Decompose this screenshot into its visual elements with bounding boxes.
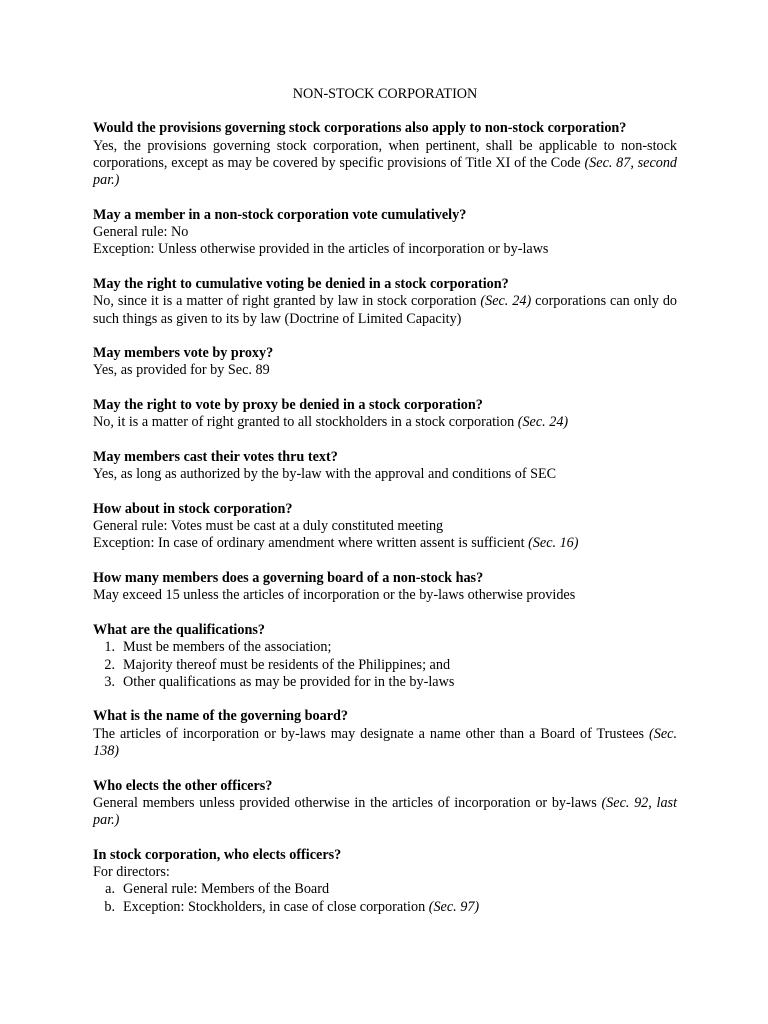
citation: (Sec. 138) [93, 725, 678, 759]
qa-block [93, 708, 677, 760]
question: How about in stock corporation? [93, 500, 293, 517]
qa-block [93, 622, 677, 691]
answer-general-rule: General rule: Votes must be cast at a duly constituted meeting [93, 518, 444, 535]
answer-general-rule: General rule: No [93, 224, 189, 241]
citation: (Sec. 24) [480, 293, 532, 310]
answer-text: Yes, the provisions governing stock corporation, when pertinent, shall be applicable to non-stock corporations, except as may be covered by specific provisions of Title XI of the Code [93, 137, 677, 171]
list-item-text: General rule: Members of the Board [123, 881, 330, 898]
qa-block [93, 120, 677, 189]
list-marker: 1. [104, 639, 115, 656]
answer-text: The articles of incorporation or by-laws may designate a name other than a Board of Trustees [93, 725, 645, 742]
answer [93, 138, 677, 190]
qa-block [93, 449, 677, 484]
list-marker: a. [105, 881, 115, 898]
citation: (Sec. 87, second par.) [93, 154, 678, 189]
list-marker: b. [104, 898, 115, 915]
list-marker: 2. [104, 656, 115, 673]
list-marker: 3. [104, 673, 115, 690]
list-item [93, 881, 677, 898]
qa-block [93, 345, 677, 380]
question: What is the name of the governing board? [93, 708, 348, 725]
answer-intro: For directors: [93, 864, 170, 881]
question: Would the provisions governing stock corporations also apply to non-stock corporation? [93, 120, 627, 137]
question: In stock corporation, who elects officers? [93, 846, 342, 863]
answer [93, 414, 677, 431]
qa-block [93, 778, 677, 830]
question: May members cast their votes thru text? [93, 448, 338, 465]
answer-exception: Exception: Unless otherwise provided in the articles of incorporation or by-laws [93, 241, 549, 258]
citation: (Sec. 92, last par.) [93, 794, 678, 829]
list-item [93, 899, 677, 916]
page-title: NON-STOCK CORPORATION [292, 86, 478, 102]
answer: May exceed 15 unless the articles of incorporation or the by-laws otherwise provides [93, 587, 576, 604]
answer-text: No, it is a matter of right granted to all stockholders in a stock corporation [93, 414, 515, 431]
question: May the right to cumulative voting be denied in a stock corporation? [93, 275, 509, 292]
qa-block [93, 207, 677, 259]
lettered-list [93, 881, 677, 916]
answer-text: Exception: In case of ordinary amendment where written assent is sufficient [93, 535, 525, 552]
question: What are the qualifications? [93, 621, 265, 638]
citation: (Sec. 24) [517, 414, 569, 431]
question: May members vote by proxy? [93, 345, 274, 362]
question: May a member in a non-stock corporation vote cumulatively? [93, 206, 467, 223]
qa-block [93, 501, 677, 553]
answer [93, 293, 677, 328]
list-item-text: Must be members of the association; [123, 639, 332, 656]
list-item [93, 674, 677, 691]
answer [93, 795, 677, 830]
question: May the right to vote by proxy be denied in a stock corporation? [93, 397, 483, 414]
answer-exception [93, 535, 677, 552]
citation: (Sec. 97) [428, 898, 480, 915]
question: How many members does a governing board of a non-stock has? [93, 570, 484, 587]
answer-text-cont: corporations can only do such things as given to its by law (Doctrine of Limited Capacity) [93, 293, 678, 327]
qa-block [93, 276, 677, 328]
document-page [93, 86, 677, 933]
qa-block [93, 847, 677, 916]
numbered-list [93, 639, 677, 691]
citation: (Sec. 16) [528, 535, 579, 552]
answer: Yes, as long as authorized by the by-law with the approval and conditions of SEC [93, 466, 557, 483]
qa-block [93, 570, 677, 605]
answer-text: No, since it is a matter of right granted by law in stock corporation [93, 293, 477, 310]
list-item-text: Majority thereof must be residents of the Philippines; and [123, 656, 451, 673]
answer [93, 726, 677, 761]
list-item [93, 657, 677, 674]
answer-text: General members unless provided otherwise in the articles of incorporation or by-laws [93, 794, 597, 811]
list-item-text [123, 899, 677, 916]
answer: Yes, as provided for by Sec. 89 [93, 362, 270, 379]
question: Who elects the other officers? [93, 777, 273, 794]
list-item [93, 639, 677, 656]
qa-block [93, 397, 677, 432]
list-item-text: Other qualifications as may be provided for in the by-laws [123, 673, 455, 690]
answer-text: Exception: Stockholders, in case of close corporation [123, 898, 426, 915]
